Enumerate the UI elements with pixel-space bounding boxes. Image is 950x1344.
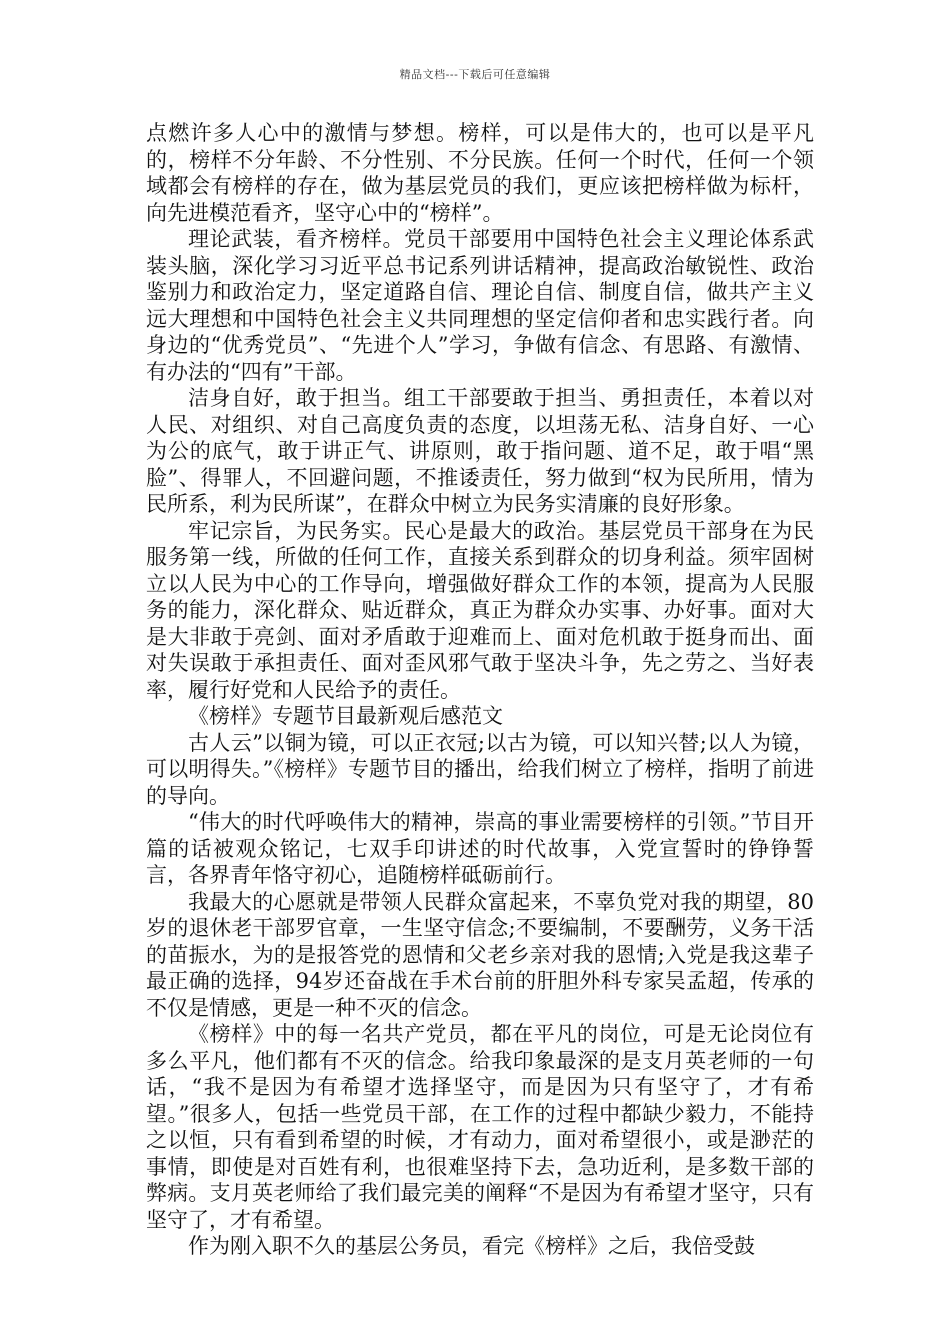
paragraph: 牢记宗旨，为民务实。民心是最大的政治。基层党员干部身在为民服务第一线，所做的任何工作，直接关系到群众的切身利益。须牢固树立以人民为中心的工作导向，增强做好群众工作的本领，提高为人民服务的能力，深化群众、贴近群众，真正为群众办实事、办好事。面对大是大非敢于亮剑、面对矛盾敢于迎难而上、面对危机敢于挺身而出、面对失误敢于承担责任、面对歪风邪气敢于坚决斗争，先之劳之、当好表率，履行好党和人民给予的责任。: [146, 518, 814, 702]
paragraph: 点燃许多人心中的激情与梦想。榜样，可以是伟大的，也可以是平凡的，榜样不分年龄、不分性别、不分民族。任何一个时代，任何一个领域都会有榜样的存在，做为基层党员的我们，更应该把榜样做为标杆，向先进模范看齐，坚守心中的“榜样”。: [146, 121, 814, 225]
paragraph: “伟大的时代呼唤伟大的精神，崇高的事业需要榜样的引领。”节目开篇的话被观众铭记，七双手印讲述的时代故事，入党宣誓时的铮铮誓言，各界青年恪守初心，追随榜样砥砺前行。: [146, 810, 814, 887]
document-body: [146, 120, 814, 1260]
paragraph: 理论武装，看齐榜样。党员干部要用中国特色社会主义理论体系武装头脑，深化学习习近平总书记系列讲话精神，提高政治敏锐性、政治鉴别力和政治定力，坚定道路自信、理论自信、制度自信，做共产主义远大理想和中国特色社会主义共同理想的坚定信仰者和忠实践行者。向身边的“优秀党员”、“先进个人”学习，争做有信念、有思路、有激情、有办法的“四有”干部。: [146, 227, 814, 384]
paragraph: 我最大的心愿就是带领人民群众富起来，不辜负党对我的期望，80岁的退休老干部罗官章，一生坚守信念;不要编制，不要酬劳，义务干活的苗振水，为的是报答党的恩情和父老乡亲对我的恩情;入党是我这辈子最正确的选择，94岁还奋战在手术台前的肝胆外科专家吴孟超，传承的不仅是情感，更是一种不灭的信念。: [146, 889, 814, 1020]
page-header: 精品文档---下载后可任意编辑: [399, 68, 551, 81]
paragraph: 《榜样》中的每一名共产党员，都在平凡的岗位，可是无论岗位有多么平凡，他们都有不灭的信念。给我印象最深的是支月英老师的一句话，“我不是因为有希望才选择坚守，而是因为只有坚守了，才有希望。”很多人，包括一些党员干部，在工作的过程中都缺少毅力，不能持之以恒，只有看到希望的时候，才有动力，面对希望很小，或是渺茫的事情，即使是对百姓有利，也很难坚持下去，急功近利，是多数干部的弊病。支月英老师给了我们最完美的阐释“不是因为有希望才坚守，只有坚守了，才有希望。: [146, 1022, 814, 1232]
paragraph: 作为刚入职不久的基层公务员，看完《榜样》之后，我倍受鼓: [188, 1234, 755, 1258]
section-title: 《榜样》专题节目最新观后感范文: [188, 704, 503, 728]
paragraph: 洁身自好，敢于担当。组工干部要敢于担当、勇担责任，本着以对人民、对组织、对自己高度负责的态度，以坦荡无私、洁身自好、一心为公的底气，敢于讲正气、讲原则，敢于指问题、道不足，敢于唱“黑脸”、得罪人，不回避问题，不推诿责任，努力做到“权为民所用，情为民所系，利为民所谋”，在群众中树立为民务实清廉的良好形象。: [146, 386, 814, 516]
paragraph: 古人云”以铜为镜，可以正衣冠;以古为镜，可以知兴替;以人为镜，可以明得失。”《榜样》专题节目的播出，给我们树立了榜样，指明了前进的导向。: [146, 730, 814, 808]
